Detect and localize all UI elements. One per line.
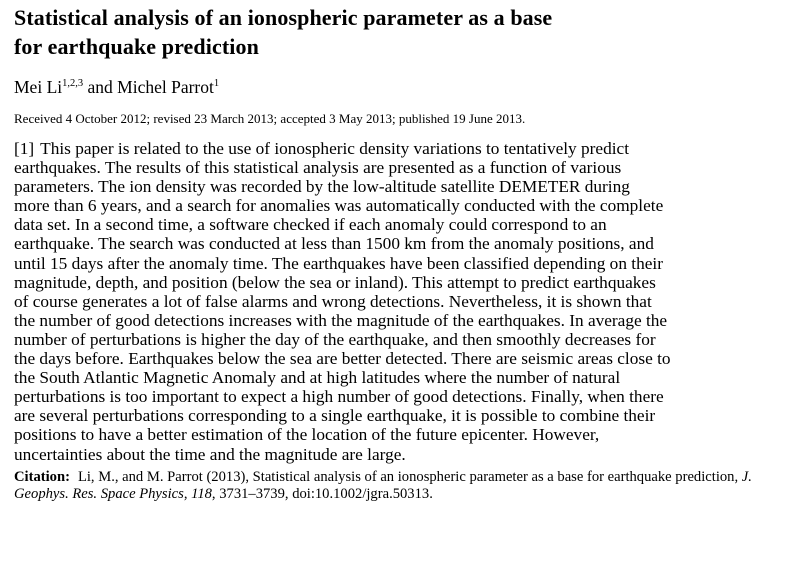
abstract-line: the number of good detections increases with the magnitude of the earthquakes. In average the bbox=[14, 310, 668, 330]
abstract-line: of course generates a lot of false alarms and wrong detections. Nevertheless, it is shown that bbox=[14, 291, 652, 311]
author-list bbox=[14, 77, 804, 97]
author-affiliation: 1,2,3 bbox=[62, 78, 84, 90]
article-header bbox=[14, 0, 804, 504]
citation-journal: J. Geophys. Res. Space Physics bbox=[14, 468, 752, 503]
abstract-line: data set. In a second time, a software checked if each anomaly could correspond to an bbox=[14, 215, 607, 235]
citation bbox=[14, 469, 799, 504]
abstract-line: more than 6 years, and a search for anomalies was automatically conducted with the complete bbox=[14, 196, 664, 216]
citation-text: Li, M., and M. Parrot (2013), Statistical analysis of an ionospheric parameter as a base for earthquake prediction, bbox=[77, 468, 742, 485]
abstract-line: number of perturbations is higher the day of the earthquake, and then smoothly decreases for bbox=[14, 329, 656, 349]
author-conjunction: and bbox=[83, 77, 118, 97]
abstract-line bbox=[14, 139, 789, 158]
citation-pages-doi: , 3731–3739, doi:10.1002/jgra.50313. bbox=[211, 486, 433, 503]
title-line: for earthquake prediction bbox=[14, 34, 259, 59]
abstract-line: uncertainties about the time and the magnitude are large. bbox=[14, 444, 406, 464]
citation-label: Citation: bbox=[14, 468, 70, 485]
abstract-line: until 15 days after the anomaly time. The earthquakes have been classified depending on their bbox=[14, 253, 663, 273]
title-line: Statistical analysis of an ionospheric parameter as a base bbox=[14, 5, 553, 30]
abstract-line: are several perturbations corresponding to a single earthquake, it is possible to combine their bbox=[14, 406, 656, 426]
publication-history: Received 4 October 2012; revised 23 March 2013; accepted 3 May 2013; published 19 June 2013. bbox=[14, 111, 526, 126]
citation-separator: , bbox=[183, 486, 192, 503]
abstract-line: parameters. The ion density was recorded by the low-altitude satellite DEMETER during bbox=[14, 177, 630, 197]
citation-volume: 118 bbox=[191, 486, 212, 503]
abstract-line: perturbations is too important to expect a high number of good detections. Finally, when there bbox=[14, 387, 664, 407]
abstract-line: earthquake. The search was conducted at less than 1500 km from the anomaly positions, and bbox=[14, 234, 654, 254]
abstract-line: the days before. Earthquakes below the sea are better detected. There are seismic areas close to bbox=[14, 349, 671, 369]
article-title bbox=[14, 3, 804, 61]
abstract-line-text: This paper is related to the use of ionospheric density variations to tentatively predict bbox=[40, 139, 629, 158]
author-affiliation: 1 bbox=[213, 78, 220, 90]
author-name: Michel Parrot bbox=[117, 77, 214, 97]
abstract-line: the South Atlantic Magnetic Anomaly and at high latitudes where the number of natural bbox=[14, 368, 621, 388]
author-name: Mei Li bbox=[14, 77, 63, 97]
abstract-line: magnitude, depth, and position (below the sea or inland). This attempt to predict earthquakes bbox=[14, 272, 656, 292]
abstract-line: earthquakes. The results of this statistical analysis are presented as a function of various bbox=[14, 158, 622, 178]
abstract-line: positions to have a better estimation of the location of the future epicenter. However, bbox=[14, 425, 600, 445]
paragraph-number: [1] bbox=[14, 139, 35, 158]
abstract bbox=[14, 139, 789, 464]
